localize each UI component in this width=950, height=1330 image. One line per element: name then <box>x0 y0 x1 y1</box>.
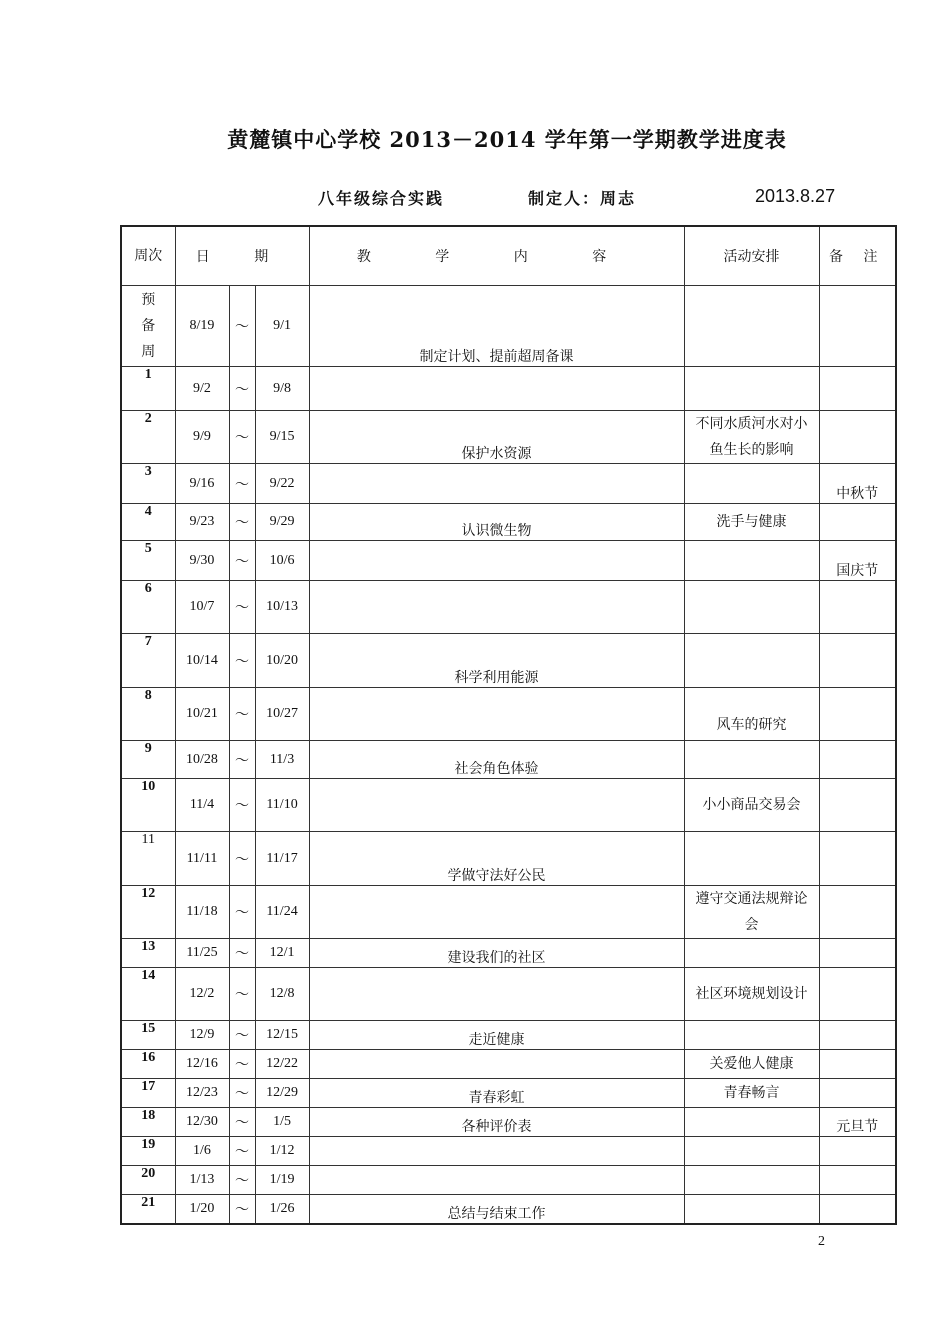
week-cell: 20 <box>121 1166 175 1195</box>
activity-cell <box>684 464 819 504</box>
table-row <box>121 1021 896 1050</box>
start-date-cell: 9/16 <box>175 464 229 504</box>
start-date-cell: 9/23 <box>175 504 229 541</box>
date-separator: ～ <box>229 832 255 886</box>
week-cell: 5 <box>121 541 175 581</box>
week-cell: 11 <box>121 832 175 886</box>
end-date-cell: 11/10 <box>255 779 309 832</box>
date-separator: ～ <box>229 1137 255 1166</box>
remarks-cell <box>819 688 896 741</box>
activity-cell <box>684 832 819 886</box>
remarks-cell <box>819 286 896 367</box>
activity-cell <box>684 541 819 581</box>
end-date-cell: 11/17 <box>255 832 309 886</box>
table-row <box>121 1108 896 1137</box>
activity-cell <box>684 1195 819 1224</box>
week-cell: 3 <box>121 464 175 504</box>
activity-cell: 关爱他人健康 <box>684 1050 819 1079</box>
author-label: 制定人：周志 <box>528 189 637 208</box>
remarks-cell <box>819 968 896 1021</box>
end-date-cell: 1/5 <box>255 1108 309 1137</box>
start-date-cell: 1/6 <box>175 1137 229 1166</box>
remarks-cell <box>819 634 896 688</box>
start-date-cell: 12/23 <box>175 1079 229 1108</box>
end-date-cell: 1/12 <box>255 1137 309 1166</box>
content-cell: 走近健康 <box>309 1021 684 1050</box>
table-row <box>121 688 896 741</box>
content-cell <box>309 581 684 634</box>
week-cell: 19 <box>121 1137 175 1166</box>
start-date-cell: 10/21 <box>175 688 229 741</box>
content-cell: 建设我们的社区 <box>309 939 684 968</box>
header-remarks: 备 注 <box>819 226 896 286</box>
date-separator: ～ <box>229 779 255 832</box>
date-separator: ～ <box>229 886 255 939</box>
date-separator: ～ <box>229 464 255 504</box>
page-title: 黄麓镇中心学校 2013－2014 学年第一学期教学进度表 <box>227 127 787 152</box>
start-date-cell: 11/4 <box>175 779 229 832</box>
activity-cell <box>684 939 819 968</box>
table-header-row <box>121 226 896 286</box>
date-separator: ～ <box>229 968 255 1021</box>
remarks-cell <box>819 1021 896 1050</box>
week-cell: 21 <box>121 1195 175 1224</box>
start-date-cell: 8/19 <box>175 286 229 367</box>
week-cell: 8 <box>121 688 175 741</box>
end-date-cell: 1/19 <box>255 1166 309 1195</box>
remarks-cell <box>819 1079 896 1108</box>
week-cell: 10 <box>121 779 175 832</box>
content-cell <box>309 367 684 411</box>
content-cell <box>309 1050 684 1079</box>
end-date-cell: 11/24 <box>255 886 309 939</box>
week-cell: 16 <box>121 1050 175 1079</box>
activity-cell <box>684 286 819 367</box>
activity-cell <box>684 1021 819 1050</box>
table-row <box>121 1079 896 1108</box>
week-cell: 14 <box>121 968 175 1021</box>
start-date-cell: 12/2 <box>175 968 229 1021</box>
start-date-cell: 10/7 <box>175 581 229 634</box>
end-date-cell: 10/27 <box>255 688 309 741</box>
content-cell: 学做守法好公民 <box>309 832 684 886</box>
activity-cell <box>684 1108 819 1137</box>
content-cell: 社会角色体验 <box>309 741 684 779</box>
date-separator: ～ <box>229 411 255 464</box>
activity-cell: 风车的研究 <box>684 688 819 741</box>
start-date-cell: 11/25 <box>175 939 229 968</box>
end-date-cell: 11/3 <box>255 741 309 779</box>
remarks-cell <box>819 1195 896 1224</box>
remarks-cell <box>819 367 896 411</box>
end-date-cell: 12/22 <box>255 1050 309 1079</box>
end-date-cell: 9/29 <box>255 504 309 541</box>
end-date-cell: 10/6 <box>255 541 309 581</box>
end-date-cell: 9/15 <box>255 411 309 464</box>
start-date-cell: 12/30 <box>175 1108 229 1137</box>
date-separator: ～ <box>229 581 255 634</box>
content-cell <box>309 541 684 581</box>
week-cell: 15 <box>121 1021 175 1050</box>
start-date-cell: 10/28 <box>175 741 229 779</box>
start-date-cell: 10/14 <box>175 634 229 688</box>
date-separator: ～ <box>229 939 255 968</box>
start-date-cell: 1/13 <box>175 1166 229 1195</box>
date-separator: ～ <box>229 688 255 741</box>
week-cell: 12 <box>121 886 175 939</box>
week-cell: 预备周 <box>121 286 175 367</box>
end-date-cell: 12/1 <box>255 939 309 968</box>
table-row <box>121 741 896 779</box>
date-separator: ～ <box>229 1166 255 1195</box>
content-cell: 制定计划、提前超周备课 <box>309 286 684 367</box>
date-separator: ～ <box>229 634 255 688</box>
remarks-cell <box>819 741 896 779</box>
page-number: 2 <box>818 1234 825 1249</box>
date-separator: ～ <box>229 1021 255 1050</box>
activity-cell: 社区环境规划设计 <box>684 968 819 1021</box>
content-cell: 保护水资源 <box>309 411 684 464</box>
table-row <box>121 504 896 541</box>
activity-cell: 遵守交通法规辩论会 <box>684 886 819 939</box>
remarks-cell <box>819 779 896 832</box>
header-week: 周次 <box>121 226 175 286</box>
date-separator: ～ <box>229 504 255 541</box>
end-date-cell: 9/8 <box>255 367 309 411</box>
start-date-cell: 12/16 <box>175 1050 229 1079</box>
week-cell: 1 <box>121 367 175 411</box>
remarks-cell <box>819 886 896 939</box>
schedule-rows <box>121 286 896 1224</box>
start-date-cell: 11/11 <box>175 832 229 886</box>
start-date-cell: 12/9 <box>175 1021 229 1050</box>
start-date-cell: 1/20 <box>175 1195 229 1224</box>
table-row <box>121 634 896 688</box>
date-separator: ～ <box>229 1108 255 1137</box>
remarks-cell: 元旦节 <box>819 1108 896 1137</box>
content-cell: 认识微生物 <box>309 504 684 541</box>
subject-label: 八年级综合实践 <box>318 189 445 208</box>
table-row <box>121 541 896 581</box>
header-activity: 活动安排 <box>684 226 819 286</box>
remarks-cell <box>819 1137 896 1166</box>
content-cell: 总结与结束工作 <box>309 1195 684 1224</box>
remarks-cell <box>819 581 896 634</box>
content-cell <box>309 688 684 741</box>
start-date-cell: 9/9 <box>175 411 229 464</box>
activity-cell: 青春畅言 <box>684 1079 819 1108</box>
start-date-cell: 9/2 <box>175 367 229 411</box>
activity-cell <box>684 741 819 779</box>
week-cell: 2 <box>121 411 175 464</box>
date-separator: ～ <box>229 541 255 581</box>
table-row <box>121 832 896 886</box>
week-cell: 6 <box>121 581 175 634</box>
remarks-cell <box>819 1050 896 1079</box>
end-date-cell: 12/15 <box>255 1021 309 1050</box>
activity-cell <box>684 1166 819 1195</box>
content-cell: 各种评价表 <box>309 1108 684 1137</box>
date-separator: ～ <box>229 1050 255 1079</box>
week-cell: 18 <box>121 1108 175 1137</box>
content-cell <box>309 464 684 504</box>
activity-cell <box>684 634 819 688</box>
schedule-table <box>120 225 897 1225</box>
week-cell: 13 <box>121 939 175 968</box>
table-row <box>121 886 896 939</box>
table-row <box>121 1195 896 1224</box>
remarks-cell <box>819 411 896 464</box>
date-label: 2013.8.27 <box>755 186 836 206</box>
week-cell: 7 <box>121 634 175 688</box>
remarks-cell: 中秋节 <box>819 464 896 504</box>
activity-cell <box>684 1137 819 1166</box>
header-content: 教 学 内 容 <box>309 226 684 286</box>
content-cell <box>309 1137 684 1166</box>
activity-cell: 小小商品交易会 <box>684 779 819 832</box>
content-cell: 科学利用能源 <box>309 634 684 688</box>
date-separator: ～ <box>229 286 255 367</box>
start-date-cell: 9/30 <box>175 541 229 581</box>
remarks-cell <box>819 1166 896 1195</box>
end-date-cell: 10/20 <box>255 634 309 688</box>
table-row <box>121 464 896 504</box>
activity-cell: 不同水质河水对小鱼生长的影响 <box>684 411 819 464</box>
end-date-cell: 9/22 <box>255 464 309 504</box>
end-date-cell: 1/26 <box>255 1195 309 1224</box>
remarks-cell <box>819 832 896 886</box>
week-cell: 17 <box>121 1079 175 1108</box>
remarks-cell: 国庆节 <box>819 541 896 581</box>
date-separator: ～ <box>229 367 255 411</box>
week-cell: 9 <box>121 741 175 779</box>
content-cell <box>309 886 684 939</box>
table-row <box>121 968 896 1021</box>
content-cell <box>309 1166 684 1195</box>
table-row <box>121 286 896 367</box>
table-row <box>121 1137 896 1166</box>
remarks-cell <box>819 939 896 968</box>
activity-cell: 洗手与健康 <box>684 504 819 541</box>
table-row <box>121 581 896 634</box>
table-row <box>121 1050 896 1079</box>
table-row <box>121 779 896 832</box>
content-cell <box>309 779 684 832</box>
activity-cell <box>684 367 819 411</box>
end-date-cell: 10/13 <box>255 581 309 634</box>
end-date-cell: 9/1 <box>255 286 309 367</box>
date-separator: ～ <box>229 1079 255 1108</box>
table-row <box>121 939 896 968</box>
end-date-cell: 12/29 <box>255 1079 309 1108</box>
start-date-cell: 11/18 <box>175 886 229 939</box>
table-row <box>121 1166 896 1195</box>
table-row <box>121 411 896 464</box>
table-row <box>121 367 896 411</box>
date-separator: ～ <box>229 741 255 779</box>
end-date-cell: 12/8 <box>255 968 309 1021</box>
content-cell <box>309 968 684 1021</box>
activity-cell <box>684 581 819 634</box>
content-cell: 青春彩虹 <box>309 1079 684 1108</box>
date-separator: ～ <box>229 1195 255 1224</box>
remarks-cell <box>819 504 896 541</box>
week-cell: 4 <box>121 504 175 541</box>
header-date: 日 期 <box>175 226 309 286</box>
